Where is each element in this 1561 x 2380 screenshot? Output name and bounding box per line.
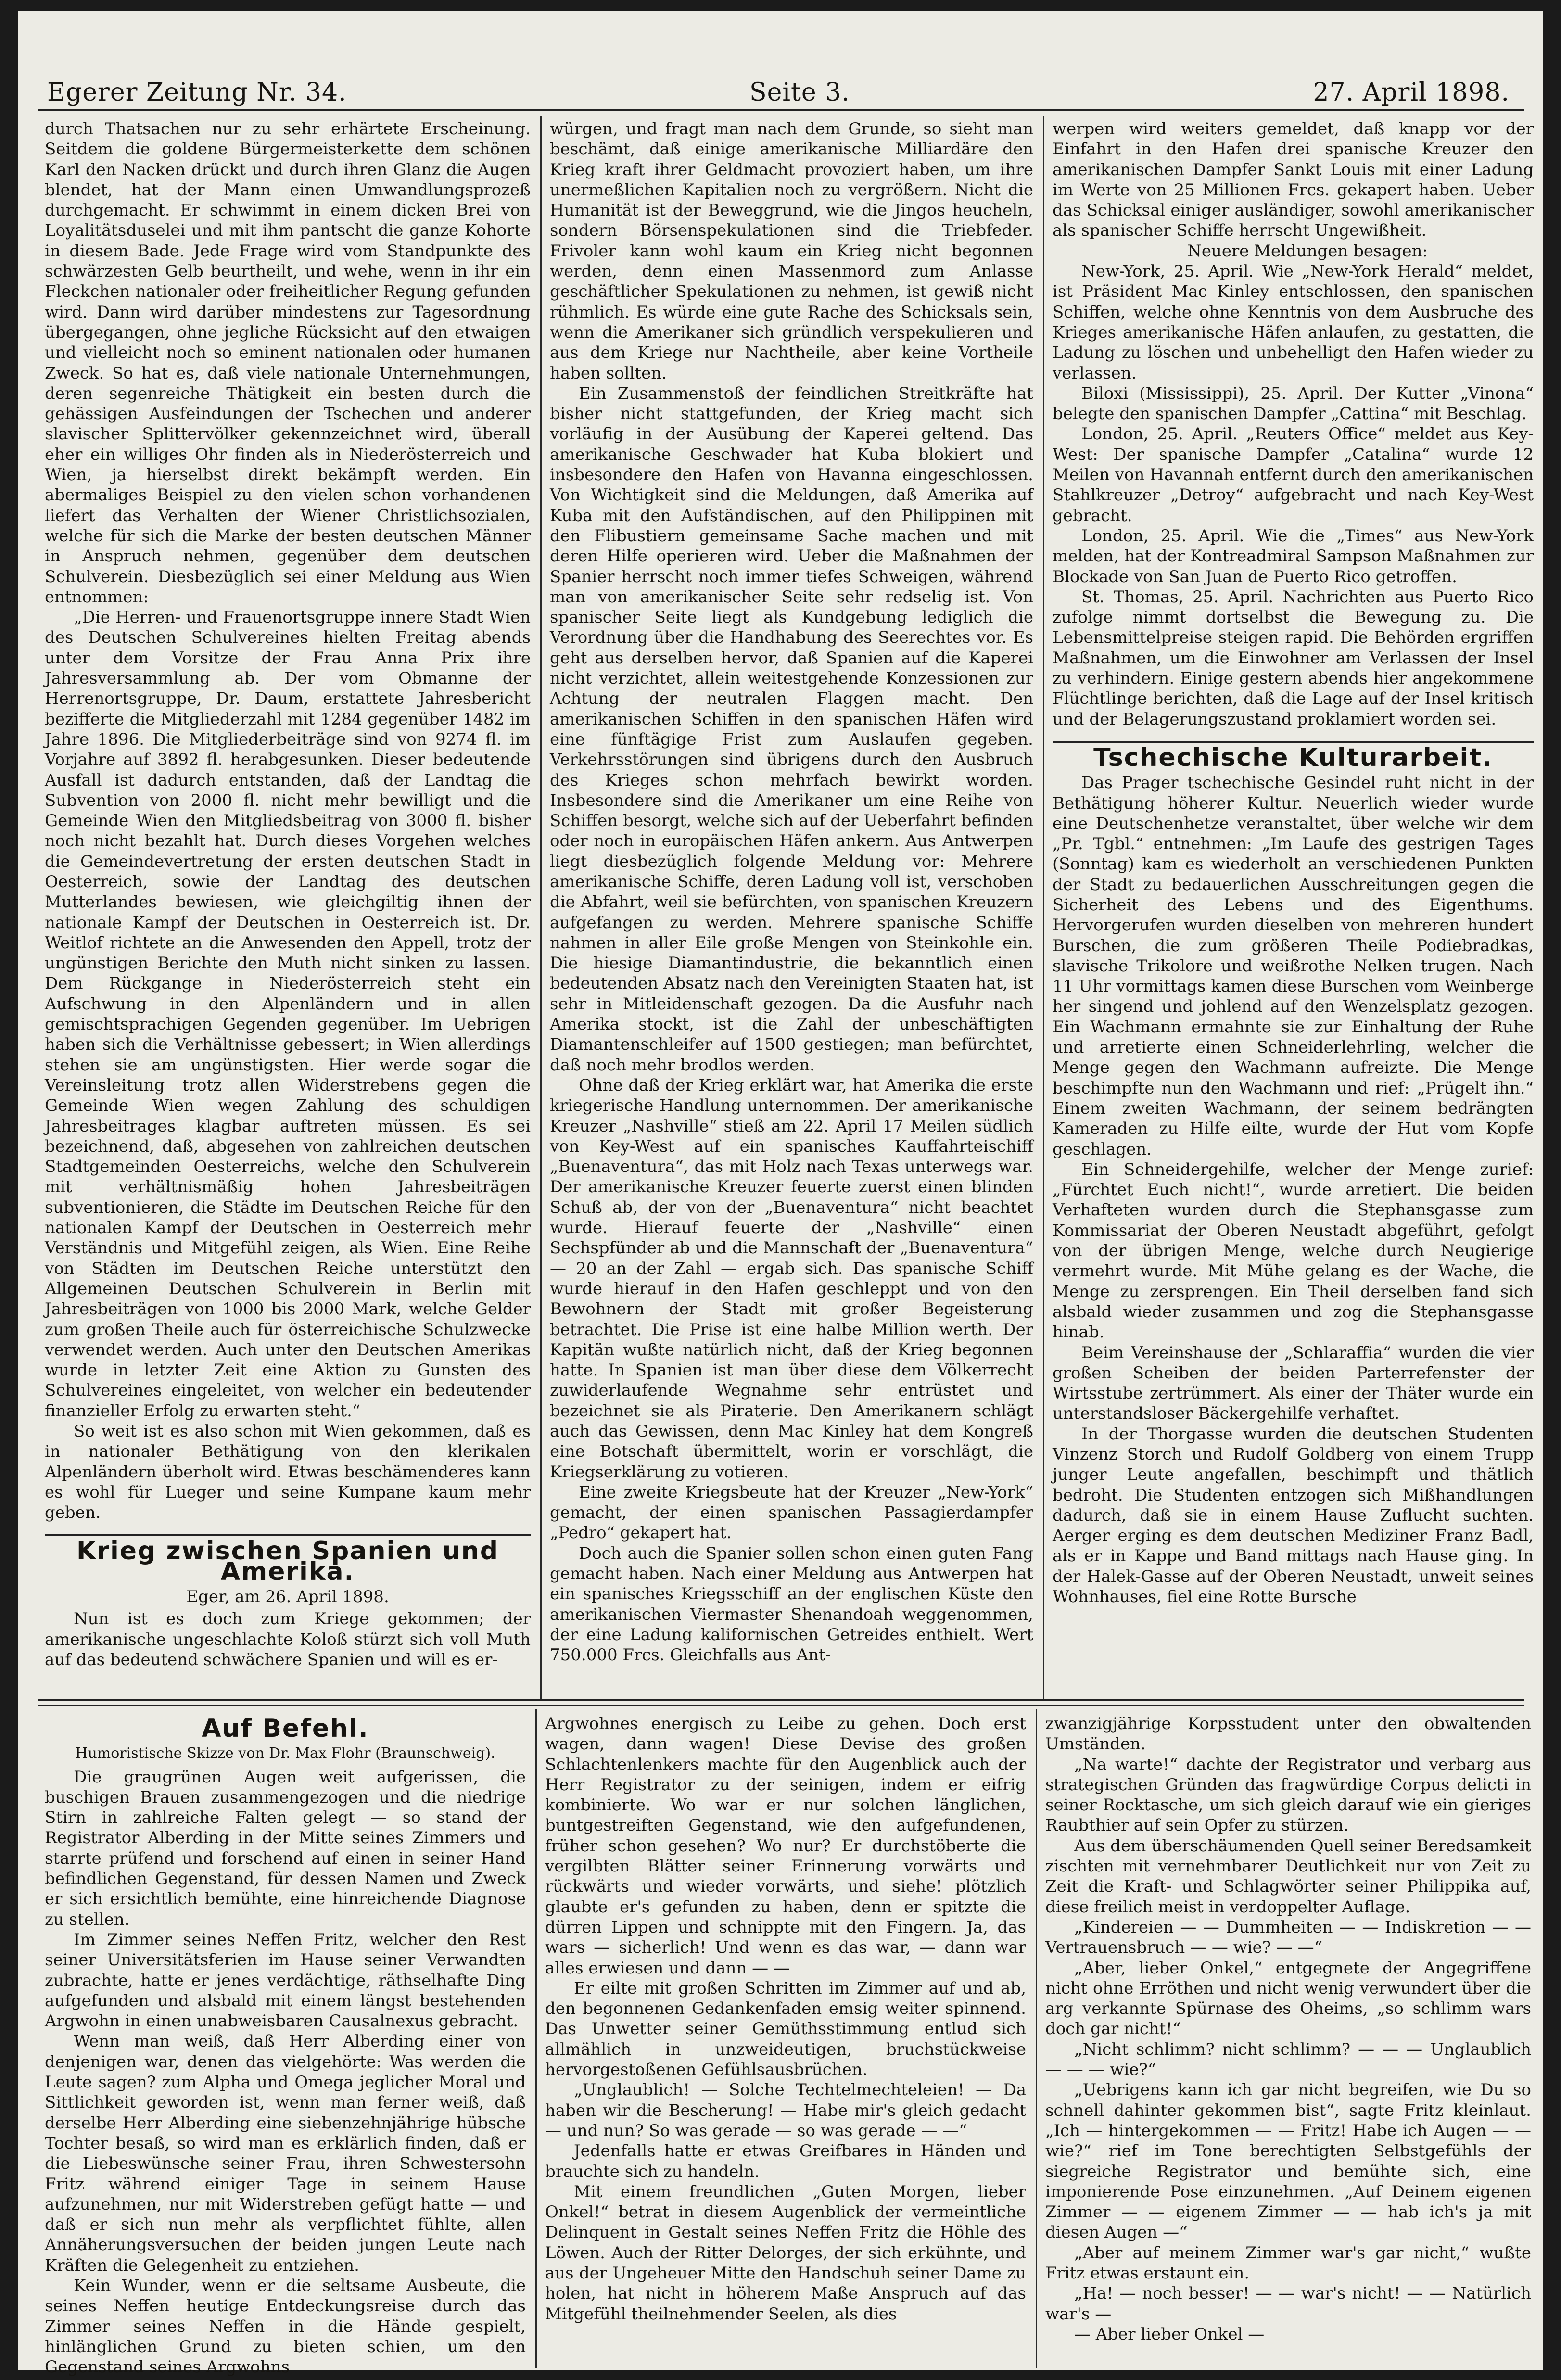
- feuilleton-heading: Auf Befehl.: [202, 1714, 369, 1743]
- story-paragraph: Mit einem freundlichen „Guten Morgen, lieber Onkel!“ betrat in diesem Augenblick der vermeintliche Delinquent in Gestalt seines Neffen Fritz die Höhle des Löwen. Auch der Ritter Delorges, der sich erkühnte, und aus der Ungeheuer Mitte den Handschuh seiner Dame zu holen, hat nicht in höherem Maße Anspruch auf das Mitgefühl theilnehmender Seelen, als dies: [545, 2182, 1026, 2324]
- story-paragraph: zwanzigjährige Korpsstudent unter den obwaltenden Umständen.: [1045, 1714, 1531, 1754]
- column-rule: [1043, 116, 1044, 1699]
- page-number: Seite 3.: [749, 78, 850, 107]
- story-dialogue: „Nicht schlimm? nicht schlimm? — — — Unglaublich — — — wie?“: [1045, 2039, 1531, 2080]
- news-item: London, 25. April. „Reuters Office“ meldet aus Key-West: Der spanische Dampfer „Catalina“ wurde 12 Meilen von Havannah entfernt durch den amerikanischen Stahlkreuzer „Detroy“ aufgebracht und nach Key-West gebracht.: [1053, 424, 1534, 525]
- story-dialogue: „Kindereien — — Dummheiten — — Indiskretion — — Vertrauensbruch — — wie? — —“: [1045, 1917, 1531, 1958]
- czech-article-heading: Tschechische Kulturarbeit.: [1093, 743, 1493, 772]
- article-paragraph: Beim Vereinshause der „Schlaraffia“ wurden die vier großen Scheiben der beiden Parterrefenster der Wirtsstube zertrümmert. Als einer der Thäter wurde ein unterstandsloser Bäckergehilfe verhaftet.: [1053, 1343, 1534, 1424]
- section-rule: [1053, 741, 1534, 743]
- story-dialogue: „Aber auf meinem Zimmer war's gar nicht,“ wußte Fritz etwas erstaunt ein.: [1045, 2243, 1531, 2283]
- feuilleton-rule-bottom: [38, 1705, 1524, 1706]
- news-item: Biloxi (Mississippi), 25. April. Der Kutter „Vinona“ belegte den spanischen Dampfer „Cattina“ mit Beschlag.: [1053, 383, 1534, 424]
- story-paragraph: Argwohnes energisch zu Leibe zu gehen. Doch erst wagen, dann wagen! Diese Devise des großen Schlachtenlenkers machte für den Augenblick auch der Herr Registrator zu der seinigen, indem er eifrig kombinierte. Wo war er nur solchen länglichen, buntgestreiften Gegenstand, wie den aufgefundenen, früher schon gesehen? Wo nur? Er durchstöberte die vergilbten Blätter seiner Erinnerung vorwärts und rückwärts und wieder vorwärts, und siehe! plötzlich glaubte er's gefunden zu haben, denn er spitzte die dürren Lippen und schnippte mit den Fingern. Ja, das wars — sicherlich! Und wenn es das war, — dann war alles erwiesen und dann — —: [545, 1714, 1026, 1978]
- story-paragraph: „Unglaublich! — Solche Techtelmechteleien! — Da haben wir die Bescherung! — Habe mir's gleich gedacht — und nun? So was gerade — so was gerade — —“: [545, 2080, 1026, 2140]
- article-paragraph: Nun ist es doch zum Kriege gekommen; der amerikanische ungeschlachte Koloß stürzt sich voll Muth auf das bedeutend schwächere Spanien und will es er-: [45, 1609, 531, 1669]
- article-paragraph: werpen wird weiters gemeldet, daß knapp vor der Einfahrt in den Hafen drei spanische Kreuzer den amerikanischen Dampfer Sankt Louis mit einer Ladung im Werte von 25 Millionen Frcs. gekapert haben. Ueber das Schicksal einiger ausländiger, sowohl amerikanischer als spanischer Schiffe herrscht Ungewißheit.: [1053, 119, 1534, 241]
- feuilleton-column-3: [1045, 1714, 1531, 2363]
- war-article-heading: Krieg zwischen Spanien und Amerika.: [76, 1537, 499, 1586]
- story-paragraph: „Na warte!“ dachte der Registrator und verbarg aus strategischen Gründen das fragwürdige Corpus delicti in seiner Rocktasche, um sich gleich darauf wie ein gieriges Raubthier auf sein Opfer zu stürzen.: [1045, 1755, 1531, 1835]
- news-item: London, 25. April. Wie die „Times“ aus New-York melden, hat der Kontreadmiral Sampson Maßnahmen zur Blockade von San Juan de Puerto Rico getroffen.: [1053, 526, 1534, 586]
- feuilleton-subtitle: Humoristische Skizze von Dr. Max Flohr (Braunschweig).: [75, 1745, 495, 1762]
- section-rule: [45, 1534, 531, 1536]
- story-paragraph: Er eilte mit großen Schritten im Zimmer auf und ab, den begonnenen Gedankenfaden emsig weiter spinnend. Das Unwetter seiner Gemüthsstimmung entlud sich allmählich in unzweideutigen, bruchstückweise hervorgestoßenen Gefühlsausbrüchen.: [545, 1978, 1026, 2080]
- story-dialogue: — Aber lieber Onkel —: [1074, 2324, 1265, 2344]
- article-paragraph: Doch auch die Spanier sollen schon einen guten Fang gemacht haben. Nach einer Meldung aus Antwerpen hat ein spanisches Kriegsschiff an der englischen Küste den amerikanischen Viermaster Shenandoah weggenommen, der eine Ladung kalifornischen Getreides enthielt. Wert 750.000 Frcs. Gleichfalls aus Ant-: [550, 1543, 1033, 1665]
- news-subhead: Neuere Meldungen besagen:: [1187, 241, 1428, 261]
- story-paragraph: Die graugrünen Augen weit aufgerissen, die buschigen Brauen zusammengezogen und die niedrige Stirn in zahlreiche Falten gelegt — so stand der Registrator Alberding in der Mitte seines Zimmers und starrte prüfend und forschend auf einen in seiner Hand befindlichen Gegenstand, für dessen Namen und Zweck er sich ersichtlich bemühte, eine hinreichende Diagnose zu stellen.: [45, 1767, 526, 1929]
- story-paragraph: Kein Wunder, wenn er die seltsame Ausbeute, die seines Neffen heutige Entdeckungsreise durch das Zimmer seines Neffen in die Hände gespielt, hinlänglichen Grund zu bieten schien, um den Gegenstand seines Argwohns: [45, 2276, 526, 2377]
- article-paragraph: Ein Schneidergehilfe, welcher der Menge zurief: „Fürchtet Euch nicht!“, wurde arretiert. Die beiden Verhafteten wurden durch die Stephansgasse zum Kommissariat der Oberen Neustadt abgeführt, gefolgt von der übrigen Menge, welche durch Neugierige vermehrt wurde. Mit Mühe gelang es der Wache, die Menge zu zersprengen. Ein Theil derselben fand sich alsbald wieder zusammen und zog die Stephansgasse hinab.: [1053, 1159, 1534, 1342]
- article-paragraph: In der Thorgasse wurden die deutschen Studenten Vinzenz Storch und Rudolf Goldberg von einem Trupp junger Leute angefallen, beschimpft und thätlich bedroht. Die Studenten entzogen sich Mißhandlungen dadurch, daß sie in einem Hause Zuflucht suchten. Aerger erging es dem deutschen Mediziner Franz Badl, als er in Kappe und Band mittags nach Hause ging. In der Halek-Gasse auf der Oberen Neustadt, unweit seines Wohnhauses, fiel eine Rotte Bursche: [1053, 1424, 1534, 1607]
- article-paragraph: Eine zweite Kriegsbeute hat der Kreuzer „New-York“ gemacht, der einen spanischen Passagierdampfer „Pedro“ gekapert hat.: [550, 1482, 1033, 1543]
- column-3: [1053, 119, 1534, 1692]
- news-item: St. Thomas, 25. April. Nachrichten aus Puerto Rico zufolge nimmt dortselbst die Bewegung zu. Die Lebensmittelpreise steigen rapid. Die Behörden ergriffen Maßnahmen, um die Einwohner am Verlassen der Insel zu verhindern. Einige gestern abends hier angekommene Flüchtlinge berichten, daß die Lage auf der Insel kritisch und der Belagerungszustand proklamiert worden sei.: [1053, 587, 1534, 729]
- story-dialogue: „Uebrigens kann ich gar nicht begreifen, wie Du so schnell dahinter gekommen bist“, sagte Fritz kleinlaut. „Ich — hintergekommen — — Fritz! Habe ich Augen — — wie?“ rief im Tone berechtigten Selbstgefühls der siegreiche Registrator und bemühte sich, eine imponierende Pose einzunehmen. „Auf Deinem eigenen Zimmer — — eigenem Zimmer — — hab ich's ja mit diesen Augen —“: [1045, 2080, 1531, 2242]
- story-paragraph: Aus dem überschäumenden Quell seiner Beredsamkeit zischten mit vernehmbarer Deutlichkeit nur von Zeit zu Zeit die Kraft- und Schlagwörter seiner Philippika auf, diese freilich meist in verdoppelter Auflage.: [1045, 1836, 1531, 1917]
- feuilleton-column-2: [545, 1714, 1026, 2363]
- article-paragraph: Das Prager tschechische Gesindel ruht nicht in der Bethätigung höherer Kultur. Neuerlich wieder wurde eine Deutschenhetze veranstaltet, über welche wir dem „Pr. Tgbl.“ entnehmen: „Im Laufe des gestrigen Tages (Sonntag) kam es wiederholt an verschiedenen Punkten der Stadt zu bedauerlichen Ausschreitungen gegen die Sicherheit des Lebens und des Eigenthums. Hervorgerufen wurden dieselben von mehreren hundert Burschen, die zum größeren Theile Podiebradkas, slavische Trikolore und weißrothe Nelken trugen. Nach 11 Uhr vormittags kamen diese Burschen vom Weinberge her singend und johlend auf den Wenzelsplatz gezogen. Ein Wachmann ermahnte sie zur Einhaltung der Ruhe und arretierte einen Schneiderlehrling, welcher die Menge gegen den Wachmann aufreizte. Die Menge beschimpfte nun den Wachmann und rief: „Prügelt ihn.“ Einem zweiten Wachmann, der seinem bedrängten Kameraden zu Hilfe eilte, wurde der Hut vom Kopfe geschlagen.: [1053, 773, 1534, 1159]
- article-paragraph: Ohne daß der Krieg erklärt war, hat Amerika die erste kriegerische Handlung unternommen. Der amerikanische Kreuzer „Nashville“ stieß am 22. April 17 Meilen südlich von Key-West auf ein spanisches Kauffahrteischiff „Buenaventura“, das mit Holz nach Texas unterwegs war. Der amerikanische Kreuzer feuerte zuerst einen blinden Schuß ab, der von der „Buenaventura“ nicht beachtet wurde. Hierauf feuerte der „Nashville“ einen Sechspfünder ab und die Mannschaft der „Buenaventura“ — 20 an der Zahl — ergab sich. Das spanische Schiff wurde hierauf in den Hafen geschleppt und von den Bewohnern der Stadt mit großer Begeisterung betrachtet. Die Prise ist eine halbe Million werth. Der Kapitän wußte natürlich nicht, daß der Krieg begonnen hatte. In Spanien ist man über diese dem Völkerrecht zuwiderlaufende Wegnahme sehr entrüstet und bezeichnet sie als Piraterie. Den Amerikanern schlägt auch das Gewissen, denn Mac Kinley hat dem Kongreß eine Botschaft übermittelt, worin er vorschlägt, die Kriegserklärung zu votieren.: [550, 1075, 1033, 1482]
- issue-date: 27. April 1898.: [1313, 78, 1510, 107]
- article-paragraph: durch Thatsachen nur zu sehr erhärtete Erscheinung. Seitdem die goldene Bürgermeisterkette dem schönen Karl den Nacken drückt und durch ihren Glanz die Augen blendet, hat der Mann einen Umwandlungsprozeß durchgemacht. Er schwimmt in einem dicken Brei von Loyalitätsduselei und mit ihm pantscht die ganze Kohorte in diesem Bade. Jede Frage wird vom Standpunkte des schwärzesten Gelb beurtheilt, und wehe, wenn in ihr ein Fleckchen nationaler oder freiheitlicher Regung gefunden wird. Dann wird darüber mindestens zur Tagesordnung übergegangen, ohne jegliche Rücksicht auf den etwaigen und vielleicht noch so eminent nationalen oder humanen Zweck. So hat es, daß viele nationale Unternehmungen, deren segenreiche Thätigkeit ein besten durch die gehässigen Ausfeindungen der Tschechen und anderer slavischer Splittervölker gekennzeichnet wird, überall eher ein williges Ohr finden als in Niederösterreich und Wien, ja hierselbst direkt bekämpft werden. Ein abermaliges Beispiel zu den vielen schon vorhandenen liefert das Verhalten der Wiener Christlichsozialen, welche für sich die Marke der besten deutschen Männer in Anspruch nehmen, gegenüber dem deutschen Schulverein. Diesbezüglich sei einer Meldung aus Wien entnommen:: [45, 119, 531, 607]
- article-paragraph: würgen, und fragt man nach dem Grunde, so sieht man beschämt, daß einige amerikanische Milliardäre den Krieg kraft ihrer Geldmacht provoziert haben, um ihre unermeßlichen Kapitalien noch zu vergrößern. Nicht die Humanität ist der Beweggrund, wie die Jingos heucheln, sondern Börsenspekulationen sind die Triebfeder. Frivoler kann wohl kaum ein Krieg nicht begonnen werden, denn einen Massenmord zum Anlasse geschäftlicher Spekulationen zu nehmen, ist gewiß nicht rühmlich. Es würde eine gute Rache des Schicksals sein, wenn die Amerikaner sich gründlich verspekulieren und aus dem Kriege nur Nachtheile, aber keine Vortheile haben sollten.: [550, 119, 1033, 383]
- column-rule: [1036, 1709, 1037, 2368]
- feuilleton-rule-top: [38, 1699, 1524, 1701]
- news-item: New-York, 25. April. Wie „New-York Herald“ meldet, ist Präsident Mac Kinley entschlossen, den spanischen Schiffen, welche ohne Kenntnis von dem Ausbruche des Krieges amerikanische Häfen anlaufen, zu gestatten, die Ladung zu löschen und unbehelligt den Hafen wieder zu verlassen.: [1053, 262, 1534, 383]
- column-rule: [540, 116, 542, 1699]
- column-2: [550, 119, 1033, 1692]
- newspaper-page: [18, 11, 1543, 2377]
- article-paragraph: So weit ist es also schon mit Wien gekommen, daß es in nationaler Bethätigung von den klerikalen Alpenländern überholt wird. Etwas beschämenderes kann es wohl für Lueger und seine Kumpane kaum mehr geben.: [45, 1422, 531, 1523]
- header-rule: [38, 109, 1524, 111]
- war-dateline: Eger, am 26. April 1898.: [186, 1587, 389, 1607]
- column-1: [45, 119, 531, 1692]
- article-paragraph: Ein Zusammenstoß der feindlichen Streitkräfte hat bisher nicht stattgefunden, der Krieg macht sich vorläufig in der Ausübung der Kaperei geltend. Das amerikanische Geschwader hat Kuba blokiert und insbesondere den Hafen von Havanna eingeschlossen. Von Wichtigkeit sind die Meldungen, daß Amerika auf Kuba mit den Aufständischen, auf den Philippinen mit den Flibustiern gemeinsame Sache machen und mit deren Hilfe operieren wird. Ueber die Maßnahmen der Spanier herrscht noch immer tiefes Schweigen, während man von amerikanischer Seite sehr redselig ist. Von spanischer Seite liegt als Kundgebung lediglich die Verordnung über die Handhabung des Seerechtes vor. Es geht aus derselben hervor, daß Spanien auf die Kaperei nicht verzichtet, allein weitestgehende Konzessionen zur Achtung der neutralen Flaggen macht. Den amerikanischen Schiffen in den spanischen Häfen wird eine fünftägige Frist zum Auslaufen gegeben. Verkehrsstörungen sind übrigens durch den Ausbruch des Krieges schon mehrfach bewirkt worden. Insbesondere sind die Amerikaner um eine Reihe von Schiffen besorgt, welche sich auf der Ueberfahrt befinden oder noch in europäischen Häfen ankern. Aus Antwerpen liegt diesbezüglich folgende Meldung vor: Mehrere amerikanische Schiffe, deren Ladung voll ist, verschoben die Abfahrt, weil sie befürchten, von spanischen Kreuzern aufgefangen zu werden. Mehrere spanische Schiffe nahmen in aller Eile große Mengen von Steinkohle ein. Die hiesige Diamantindustrie, die bekanntlich einen bedeutenden Absatz nach den Vereinigten Staaten hat, ist sehr in Mitleidenschaft gezogen. Da die Ausfuhr nach Amerika stockt, ist die Zahl der unbeschäftigten Diamantenschleifer auf 1500 gestiegen; man befürchtet, daß noch mehr brodlos werden.: [550, 383, 1033, 1075]
- feuilleton-column-1: [45, 1714, 526, 2377]
- story-dialogue: „Aber, lieber Onkel,“ entgegnete der Angegriffene nicht ohne Erröthen und nicht wenig verwundert über die arg verkannte Spürnase des Oheims, „so schlimm wars doch gar nicht!“: [1045, 1958, 1531, 2039]
- masthead-issue: Egerer Zeitung Nr. 34.: [47, 78, 347, 107]
- story-paragraph: Wenn man weiß, daß Herr Alberding einer von denjenigen war, denen das vielgehörte: Was werden die Leute sagen? zum Alpha und Omega jeglicher Moral und Sittlichkeit geworden ist, wenn man ferner weiß, daß derselbe Herr Alberding eine siebenzehnjährige hübsche Tochter besaß, so wird man es erklärlich finden, daß er die Liebeswünsche seiner Frau, ihren Schwestersohn Fritz während einiger Tage in seinem Hause aufzunehmen, nur mit Widerstreben gefügt hatte — und daß er sich nun mehr als verpflichtet fühlte, allen Annäherungsversuchen der beiden jungen Leute nach Kräften die Gelegenheit zu entziehen.: [45, 2032, 526, 2275]
- story-paragraph: Jedenfalls hatte er etwas Greifbares in Händen und brauchte sich zu handeln.: [545, 2141, 1026, 2181]
- column-rule: [535, 1709, 537, 2368]
- story-paragraph: Im Zimmer seines Neffen Fritz, welcher den Rest seiner Universitätsferien im Hause seiner Verwandten zubrachte, hatte er jenes verdächtige, räthselhafte Ding aufgefunden und alsbald mit einem längst bestehenden Argwohn in einen unabweisbaren Causalnexus gebracht.: [45, 1930, 526, 2031]
- running-head: [18, 11, 1543, 107]
- story-dialogue: „Ha! — noch besser! — — war's nicht! — — Natürlich war's —: [1045, 2284, 1531, 2324]
- article-quote: „Die Herren- und Frauenortsgruppe innere Stadt Wien des Deutschen Schulvereines hielten Freitag abends unter dem Vorsitze der Frau Anna Prix ihre Jahresversammlung ab. Der vom Obmanne der Herrenortsgruppe, Dr. Daum, erstattete Jahresbericht bezifferte die Mitgliederzahl mit 1284 gegenüber 1482 im Jahre 1896. Die Mitgliederbeiträge sind von 9274 fl. im Vorjahre auf 3892 fl. herabgesunken. Dieser bedeutende Ausfall ist dadurch entstanden, daß der Landtag die Subvention von 2000 fl. nicht mehr bewilligt und die Gemeinde Wien den Mitgliedsbeitrag von 3000 fl. bisher noch nicht bezahlt hat. Durch dieses Vorgehen welches die Gemeindevertretung der ersten deutschen Stadt in Oesterreich, sowie der Landtag des deutschen Mutterlandes bewiesen, wie gleichgiltig ihnen der nationale Kampf der Deutschen in Oesterreich ist. Dr. Weitlof richtete an die Anwesenden den Appell, trotz der ungünstigen Berichte den Muth nicht sinken zu lassen. Dem Rückgange in Niederösterreich steht ein Aufschwung in den Alpenländern und in allen gemischtsprachigen Gegenden gegenüber. Im Uebrigen haben sich die Verhältnisse gebessert; in Wien allerdings stehen sie am ungünstigsten. Hier werde sogar die Vereinsleitung trotz allen Widerstrebens gegen die Gemeinde Wien wegen Zahlung des schuldigen Jahresbeitrages klagbar auftreten müssen. Es sei bezeichnend, daß, abgesehen von zahlreichen deutschen Stadtgemeinden Oesterreichs, welche den Schulverein mit verhältnismäßig hohen Jahresbeiträgen subventionieren, die Städte im Deutschen Reiche für den nationalen Kampf der Deutschen in Oesterreich mehr Verständnis und Mitgefühl zeigen, als Wien. Eine Reihe von Städten im Deutschen Reiche unterstützt den Allgemeinen Deutschen Schulverein in Berlin mit Jahresbeiträgen von 1000 bis 2000 Mark, welche Gelder zum großen Theile auch für österreichische Schulzwecke verwendet werden. Auch unter den Deutschen Amerikas wurde in letzter Zeit eine Aktion zu Gunsten des Schulvereines eingeleitet, von welcher ein bedeutender finanzieller Erfolg zu erwarten steht.“: [45, 608, 531, 1421]
